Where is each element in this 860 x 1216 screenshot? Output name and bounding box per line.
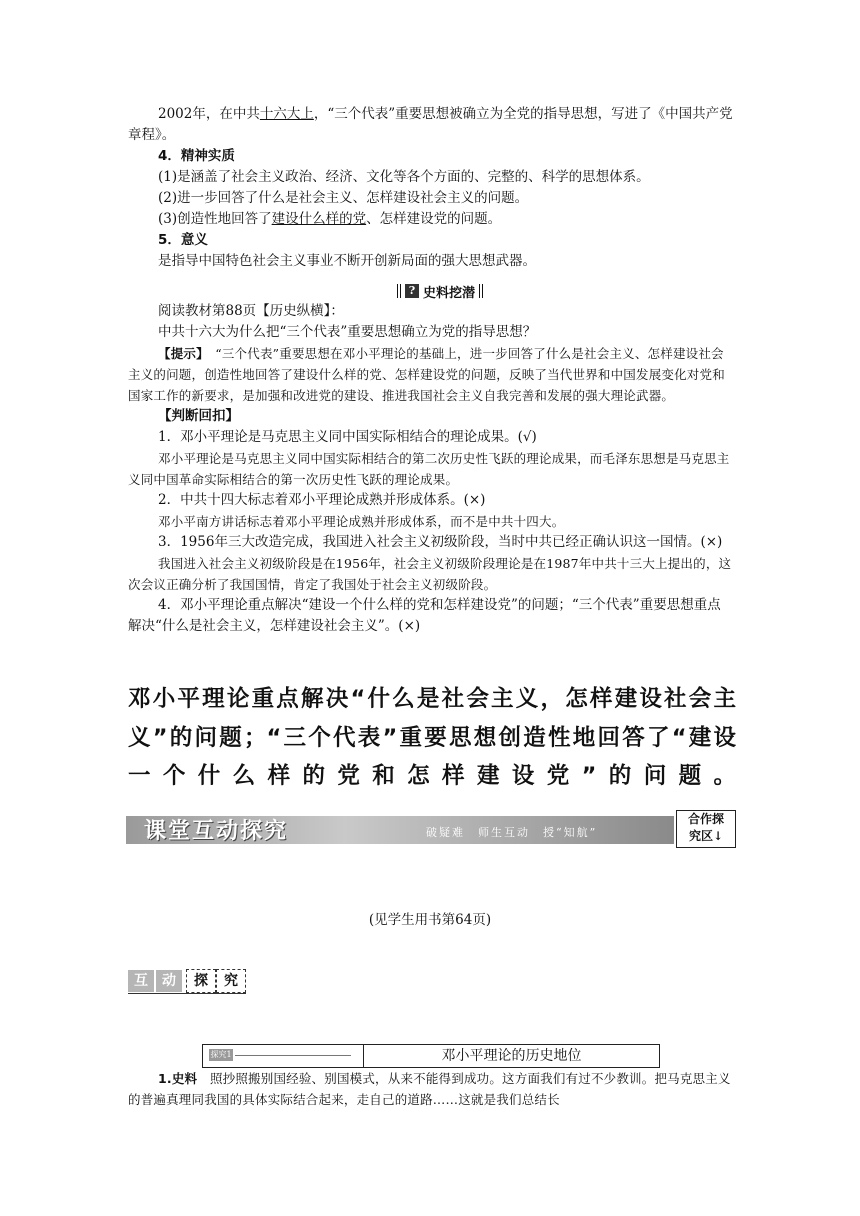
divider-label: 史料挖潜 — [422, 285, 475, 301]
judge-label: 【判断回扣】 — [158, 408, 239, 424]
paragraph-2002: 2002年，在中共十六大上，“三个代表”重要思想被确立为全党的指导思想，写进了《中国共产党章程》。 — [128, 106, 733, 143]
source-label: 1.史料 — [158, 1071, 198, 1086]
student-book-reference: (见学生用书第64页) — [368, 912, 492, 928]
item-1: (1)是涵盖了社会主义政治、经济、文化等各个方面的、完整的、科学的思想体系。 — [158, 169, 650, 185]
section-top — [128, 104, 734, 272]
section-divider-material — [380, 280, 500, 302]
judge-3: 3．1956年三大改造完成，我国进入社会主义初级阶段，当时中共已经正确认识这一国情。(×) — [158, 534, 723, 550]
item-3: (3)创造性地回答了建设什么样的党、怎样建设党的问题。 — [158, 211, 502, 227]
divider-bar-icon — [397, 284, 401, 298]
tag-char-1: 互 — [128, 970, 154, 992]
classroom-banner — [126, 810, 736, 848]
hint-label: 【提示】 — [158, 346, 203, 361]
banner-zone-box: 合作探 究区↓ — [676, 810, 736, 848]
summary-line-2: 义”的问题；“三个代表”重要思想创造性地回答了“建设 — [128, 724, 736, 751]
judge-1: 1．邓小平理论是马克思主义同中国实际相结合的理论成果。(√) — [158, 429, 537, 445]
judge-3-explain: 我国进入社会主义初级阶段是在1956年，社会主义初级阶段理论是在1987年中共十三大上提出的，这次会议正确分析了我国国情，肯定了我国处于社会主义初级阶段。 — [128, 556, 732, 592]
interactive-explore-tag — [128, 968, 246, 992]
underline-party: 建设什么样的党 — [271, 211, 367, 227]
tag-char-3: 探 — [186, 969, 216, 993]
summary-line-1: 邓小平理论重点解决“什么是社会主义，怎样建设社会主 — [128, 686, 736, 712]
tag-underline — [128, 993, 246, 994]
question-text: 中共十六大为什么把“三个代表”重要思想确立为党的指导思想？ — [158, 324, 537, 340]
significance-text: 是指导中国特色社会主义事业不断开创新局面的强大思想武器。 — [158, 253, 536, 269]
summary-line-3: 一个什么样的党和怎样建设党”的问题。 — [128, 763, 736, 789]
explore-header — [202, 1044, 660, 1068]
summary-bold — [128, 680, 736, 796]
source-paragraph: 1.史料 照抄照搬别国经验、别国模式，从来不能得到成功。这方面我们有过不少教训。把马克思主义的普遍真理同我国的具体实际结合起来，走自己的道路……这就是我们总结长 — [128, 1071, 731, 1107]
judge-4: 4．邓小平理论重点解决“建设一个什么样的党和怎样建设党”的问题；“三个代表”重要思想重点解决“什么是社会主义，怎样建设社会主义”。(×) — [128, 597, 721, 634]
tag-char-4: 究 — [216, 969, 246, 993]
arrow-icon — [235, 1055, 351, 1056]
divider-bar-icon — [479, 284, 483, 298]
judge-1-explain: 邓小平理论是马克思主义同中国实际相结合的第二次历史性飞跃的理论成果，而毛泽东思想是马克思主义同中国革命实际相结合的第一次历史性飞跃的理论成果。 — [128, 451, 730, 487]
banner-title: 课堂互动探究 — [144, 819, 289, 844]
underline-16th: 十六大上 — [259, 106, 314, 122]
judge-2: 2．中共十四大标志着邓小平理论成熟并形成体系。(×) — [158, 492, 486, 508]
read-instruction: 阅读教材第88页【历史纵横】： — [158, 303, 344, 319]
heading-significance: 5．意义 — [158, 232, 208, 248]
question-icon: ? — [405, 284, 419, 298]
banner-subtitle: 破疑难 师生互动 授“知航” — [426, 826, 598, 839]
section-source — [128, 1068, 734, 1110]
explore-label: 探究1 — [210, 1050, 232, 1059]
item-2: (2)进一步回答了什么是社会主义、怎样建设社会主义的问题。 — [158, 190, 529, 206]
explore-header-left — [203, 1045, 364, 1067]
section-material — [128, 301, 734, 637]
explore-title: 邓小平理论的历史地位 — [441, 1048, 582, 1064]
heading-essence: 4．精神实质 — [158, 148, 235, 164]
hint-paragraph: 【提示】 “三个代表”重要思想在邓小平理论的基础上，进一步回答了什么是社会主义、怎样建设社会主义的问题，创造性地回答了建设什么样的党、怎样建设党的问题，反映了当代世界和中国发展变化对党和国家工作的新要求，是加强和改进党的建设、推进我国社会主义自我完善和发展的强大理论武器。 — [128, 346, 725, 403]
judge-2-explain: 邓小平南方讲话标志着邓小平理论成熟并形成体系，而不是中共十四大。 — [158, 514, 565, 529]
tag-char-2: 动 — [156, 970, 182, 992]
